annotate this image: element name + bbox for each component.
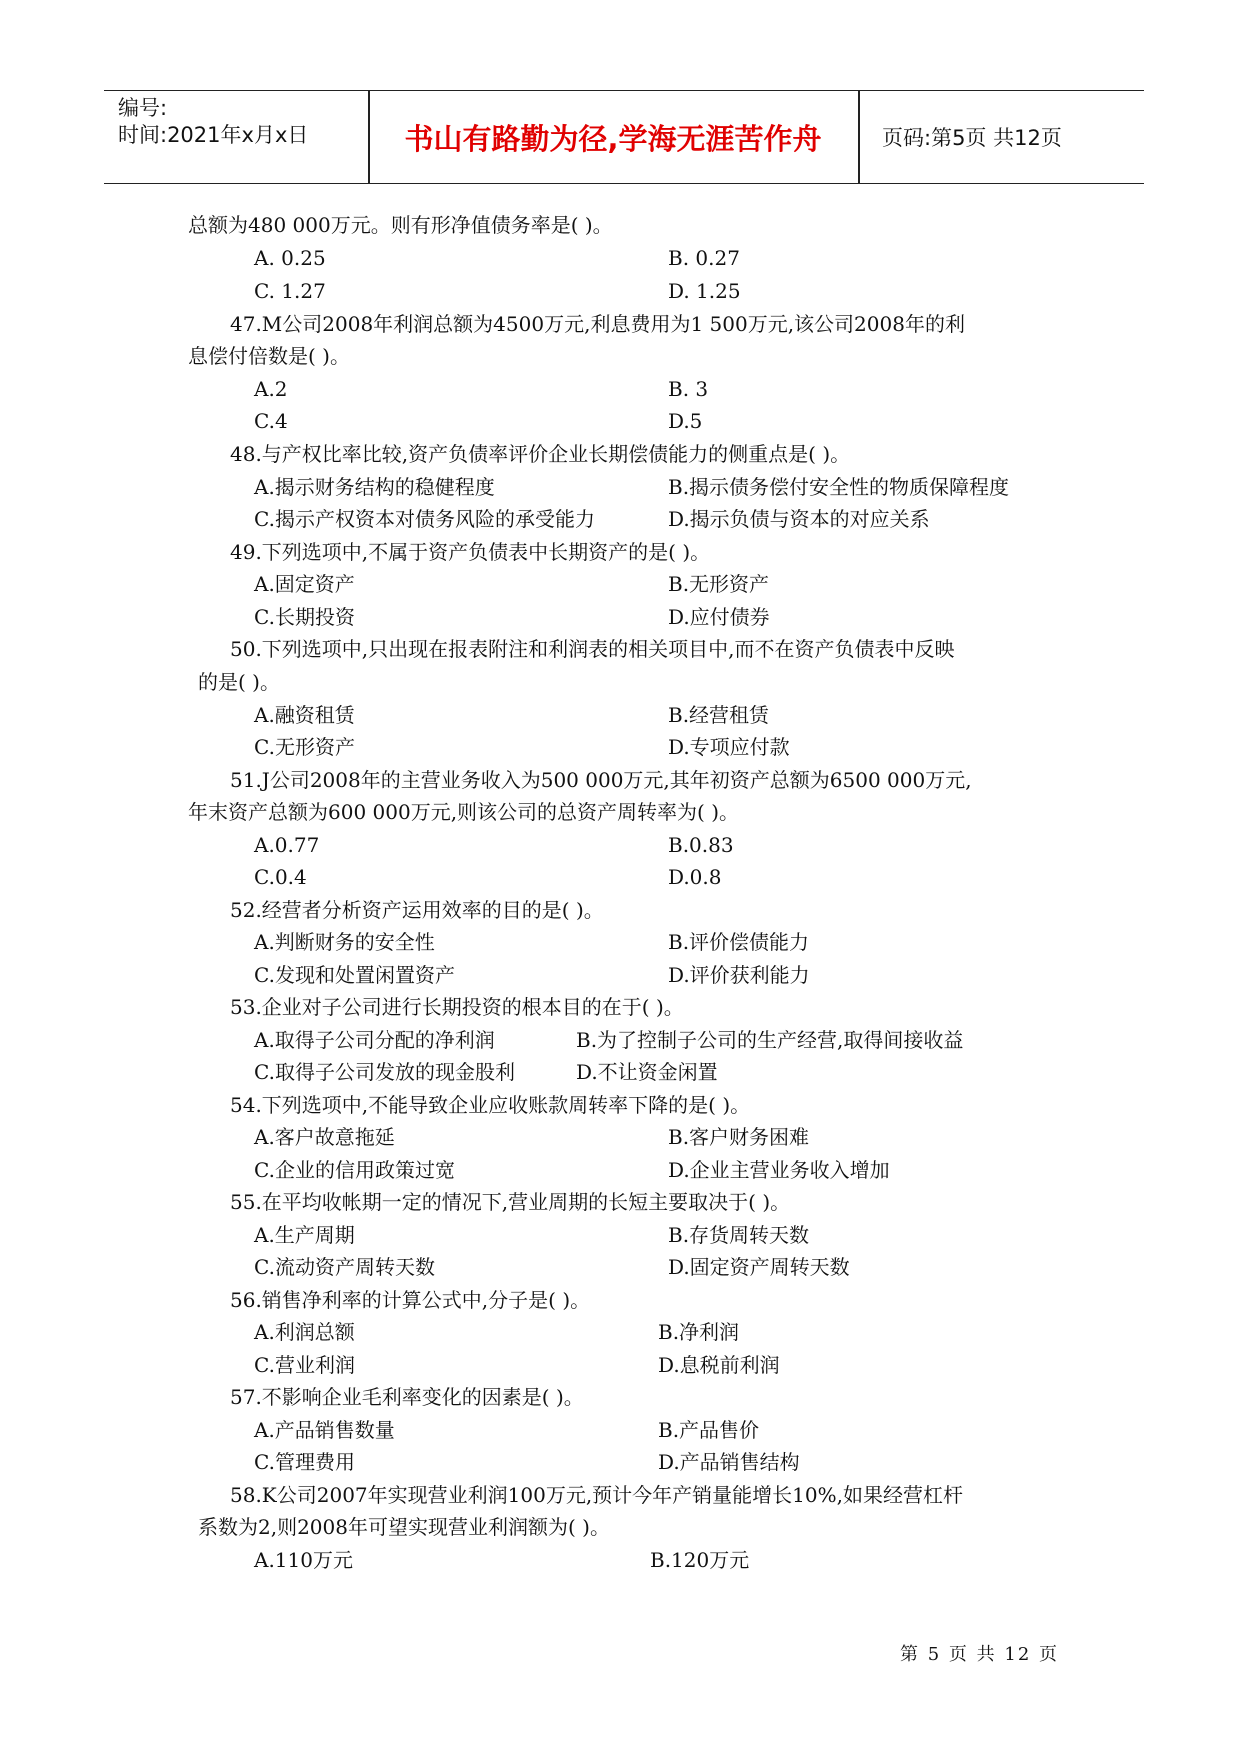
option-d: D.应付债券	[668, 605, 770, 629]
option-b: B.120万元	[650, 1548, 750, 1572]
option-b: B.评价偿债能力	[668, 930, 810, 954]
question-48: 48.与产权比率比较,资产负债率评价企业长期偿债能力的侧重点是( )。	[230, 442, 851, 466]
option-c: C. 1.27	[254, 279, 326, 303]
question-49: 49.下列选项中,不属于资产负债表中长期资产的是( )。	[230, 540, 711, 564]
question-text: 的是( )。	[198, 670, 280, 694]
header-page-number: 页码:第5页 共12页	[882, 126, 1062, 150]
option-c: C.管理费用	[254, 1450, 355, 1474]
header-meta	[118, 95, 363, 183]
option-c: C.取得子公司发放的现金股利	[254, 1060, 515, 1084]
option-a: A.利润总额	[254, 1320, 355, 1344]
question-57: 57.不影响企业毛利率变化的因素是( )。	[230, 1385, 584, 1409]
option-a: A.固定资产	[254, 572, 355, 596]
question-55: 55.在平均收帐期一定的情况下,营业周期的长短主要取决于( )。	[230, 1190, 791, 1214]
option-c: C.长期投资	[254, 605, 355, 629]
option-b: B.客户财务困难	[668, 1125, 810, 1149]
option-d: D.企业主营业务收入增加	[668, 1158, 890, 1182]
option-c: C.流动资产周转天数	[254, 1255, 435, 1279]
question-text: 总额为480 000万元。则有形净值债务率是( )。	[188, 213, 613, 237]
option-b: B. 0.27	[668, 246, 740, 270]
option-c: C.揭示产权资本对债务风险的承受能力	[254, 507, 595, 531]
option-d: D.产品销售结构	[658, 1450, 800, 1474]
option-a: A.0.77	[254, 833, 320, 857]
option-b: B. 3	[668, 377, 709, 401]
option-a: A.融资租赁	[254, 703, 355, 727]
question-text: 息偿付倍数是( )。	[188, 344, 350, 368]
option-c: C.0.4	[254, 865, 307, 889]
option-c: C.营业利润	[254, 1353, 355, 1377]
option-b: B.为了控制子公司的生产经营,取得间接收益	[576, 1028, 964, 1052]
option-b: B.净利润	[658, 1320, 740, 1344]
option-b: B.产品售价	[658, 1418, 760, 1442]
question-47: 47.M公司2008年利润总额为4500万元,利息费用为1 500万元,该公司2008年的利	[230, 312, 965, 336]
question-53: 53.企业对子公司进行长期投资的根本目的在于( )。	[230, 995, 684, 1019]
question-51: 51.J公司2008年的主营业务收入为500 000万元,其年初资产总额为6500 000万元,	[230, 768, 972, 792]
option-c: C.发现和处置闲置资产	[254, 963, 455, 987]
option-b: B.无形资产	[668, 572, 770, 596]
page-header	[104, 90, 1144, 184]
code-label: 编号:	[118, 96, 168, 120]
time-label: 时间:2021年x月x日	[118, 123, 309, 147]
option-c: C.无形资产	[254, 735, 355, 759]
question-58: 58.K公司2007年实现营业利润100万元,预计今年产销量能增长10%,如果经营杠杆	[230, 1483, 963, 1507]
option-d: D.5	[668, 409, 703, 433]
option-a: A.揭示财务结构的稳健程度	[254, 475, 495, 499]
option-d: D.评价获利能力	[668, 963, 810, 987]
option-d: D. 1.25	[668, 279, 741, 303]
option-a: A.产品销售数量	[254, 1418, 395, 1442]
question-56: 56.销售净利率的计算公式中,分子是( )。	[230, 1288, 591, 1312]
question-text: 年末资产总额为600 000万元,则该公司的总资产周转率为( )。	[188, 800, 740, 824]
option-b: B.经营租赁	[668, 703, 770, 727]
option-d: D.不让资金闲置	[576, 1060, 718, 1084]
option-d: D.息税前利润	[658, 1353, 780, 1377]
option-a: A. 0.25	[254, 246, 326, 270]
option-a: A.客户故意拖延	[254, 1125, 395, 1149]
footer-page-number: 第 5 页 共 12 页	[900, 1644, 1059, 1665]
option-b: B.0.83	[668, 833, 734, 857]
question-52: 52.经营者分析资产运用效率的目的是( )。	[230, 898, 604, 922]
option-c: C.企业的信用政策过宽	[254, 1158, 455, 1182]
option-a: A.2	[254, 377, 288, 401]
option-d: D.0.8	[668, 865, 722, 889]
question-54: 54.下列选项中,不能导致企业应收账款周转率下降的是( )。	[230, 1093, 751, 1117]
question-50: 50.下列选项中,只出现在报表附注和利润表的相关项目中,而不在资产负债表中反映	[230, 637, 955, 661]
option-a: A.判断财务的安全性	[254, 930, 435, 954]
option-d: D.专项应付款	[668, 735, 790, 759]
option-d: D.固定资产周转天数	[668, 1255, 850, 1279]
option-c: C.4	[254, 409, 288, 433]
option-b: B.揭示债务偿付安全性的物质保障程度	[668, 475, 1010, 499]
option-a: A.生产周期	[254, 1223, 355, 1247]
question-text: 系数为2,则2008年可望实现营业利润额为( )。	[198, 1515, 610, 1539]
option-a: A.取得子公司分配的净利润	[254, 1028, 495, 1052]
header-divider	[858, 91, 860, 183]
option-d: D.揭示负债与资本的对应关系	[668, 507, 930, 531]
option-a: A.110万元	[254, 1548, 353, 1572]
option-b: B.存货周转天数	[668, 1223, 810, 1247]
header-motto: 书山有路勤为径,学海无涯苦作舟	[404, 121, 822, 156]
